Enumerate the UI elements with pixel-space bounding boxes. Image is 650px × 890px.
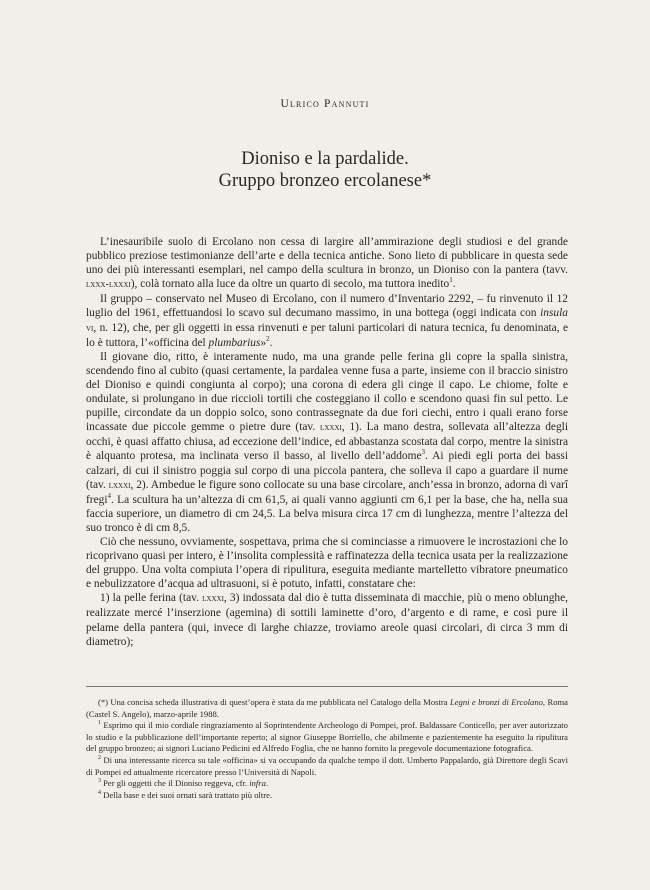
article-body xyxy=(86,235,568,649)
plate-ref: lxxxi xyxy=(108,479,131,491)
author-name: Ulrico Pannuti xyxy=(280,98,370,110)
text-run: » xyxy=(260,336,267,349)
footnote-star xyxy=(86,697,568,720)
title-line-2: Gruppo bronzeo ercolanese* xyxy=(218,171,432,191)
title-line-1: Dioniso e la pardalide. xyxy=(241,149,409,169)
text-run: . La scultura ha un’altezza di cm 61,5, ai quali vanno aggiunti cm 6,1 per la base, che ha, nella sua faccia superiore, un diametro di cm 24,5. La belva misura circa 17 cm di lunghezza, mentre l’altezza del suo tronco è di cm 8,5. xyxy=(86,493,568,534)
roman-numeral: vi xyxy=(86,322,94,334)
text-run: , Roma (Castel S. Angelo), marzo-aprile 1988. xyxy=(86,697,568,719)
footnote-number: 3 xyxy=(98,778,101,785)
footnote-divider xyxy=(86,686,568,687)
footnote-3 xyxy=(86,778,568,790)
footnote-1 xyxy=(86,720,568,755)
text-run: , 1). La mano destra, sollevata all’altezza degli occhi, è quasi affatto chiusa, ad eccezione dell’indice, ed abbastanza scostata dal corpo, mentre la sinistra è alquanto protesa, ma inclinata verso il basso, al livello dell’addome xyxy=(86,421,569,463)
italic-title: Legni e bronzi di Ercolano xyxy=(449,697,543,707)
text-run: Il gruppo – conservato nel Museo di Ercolano, con il numero d’Inventario 2292, – fu rinvenuto il 12 luglio del 1961, effettuandosi lo scavo sul decumano massimo, in una bottega (oggi indicata con xyxy=(86,293,568,320)
footnote-2 xyxy=(86,755,568,778)
text-run: . Ai piedi egli porta dei bassi calzari, di cui il sinistro poggia sul corpo di una piccola pantera, che solleva il capo a guardare il nume (tav. xyxy=(86,450,568,491)
italic-term: infra xyxy=(249,778,266,789)
footnote-ref: 2 xyxy=(266,334,270,343)
text-run: , 2). Ambedue le figure sono collocate su una base circolare, anch’essa in bronzo, adorna di varî fregi xyxy=(86,478,568,506)
text-run: Di una interessante ricerca su tale «officina» si va occupando da qualche tempo il dott. Umberto Pappalardo, già Direttore degli Scavi di Pompei ed attualmente ricercatore presso l’Università di Napoli. xyxy=(86,754,568,777)
footnote-ref: 3 xyxy=(421,448,426,457)
footnote-number: 1 xyxy=(98,720,101,727)
text-run: . xyxy=(265,778,269,789)
footnote-number: 2 xyxy=(98,755,101,762)
text-run: ), colà tornato alla luce da oltre un quarto di secolo, ma tuttora inedito xyxy=(130,278,450,291)
paragraph-4: Ciò che nessuno, ovviamente, sospettava, prima che si cominciasse a rimuovere le incrostazioni che lo ricoprivano quasi per intero, è l’insolita complessità e raffinatezza della tecnica usata per la realizzazione del gruppo. Una volta compiuta l’opera di ripulitura, eseguita mediante martelletto vibratore pneumatico e nebulizzatore d’acqua ad ultrasuoni, si è potuto, infatti, constatare che: xyxy=(86,535,568,591)
paragraph-2 xyxy=(86,292,568,349)
italic-term: insula xyxy=(540,307,568,320)
footnote-ref: 4 xyxy=(107,491,112,500)
text-run: Esprimo qui il mio cordiale ringraziamento al Soprintendente Archeologo di Pompei, prof. Baldassare Conticello, per aver autorizzato lo studio e la pubblicazione dell’importante reperto; al signor Giuseppe Borriello, che abilmente e pazientemente ha eseguito la ripulitura del gruppo bronzeo; ai signori Luciano Pedicini ed Alfredo Foglia, che ne hanno fornito la pregevole documentazione fotografica. xyxy=(86,720,568,754)
footnote-number: 4 xyxy=(98,789,101,796)
text-run: L’inesauribile suolo di Ercolano non cessa di largire all’ammirazione degli studiosi e del grande pubblico preziose testimonianze dell’arte e della tecnica antiche. Sono lieto di pubblicare in questa sede uno dei più interessanti esemplari, nel campo della scultura in bronzo, un Dioniso con la pantera (tavv. xyxy=(86,236,568,277)
text-run: Il giovane dio, ritto, è interamente nudo, ma una grande pelle ferina gli copre la spalla sinistra, scendendo fino al cubito (quasi certamente, la pardalea venne fusa a parte, insieme con il braccio sinistro del Dioniso e quindi congiunta al corpo); una corona di edera gli cinge il capo. Le chiome, folte e ondulate, si prolungano in due riccioli tortili che costeggiano il collo e scendono quasi fin sul petto. Le pupille, circondate da un doppio solco, sono contrassegnate da due fori ciechi, entro i quali erano forse incassate due piccole gemme o pietre dure (tav. xyxy=(86,350,568,434)
plate-ref: lxxx-lxxxi xyxy=(86,279,131,291)
text-run: Della base e dei suoi ornati sarà trattato più oltre. xyxy=(103,789,273,800)
text-run: , 3) indossata dal dio è tutta disseminata di macchie, più o meno oblunghe, realizzate mercé l’inserzione (agemina) di sottili laminette d’oro, d’argento e di rame, e così pure il pelame della pantera (qui, invece di larghe chiazze, troviamo areole quasi circolari, di circa 3 mm di diametro); xyxy=(86,592,568,648)
text-run: 1) la pelle ferina (tav. xyxy=(100,592,203,605)
footnote-ref: 1 xyxy=(449,276,453,285)
plate-ref: lxxxi xyxy=(320,422,342,434)
text-run: (*) Una concisa scheda illustrativa di quest’opera è stata da me pubblicata nel Catalogo della Mostra xyxy=(98,697,450,707)
italic-term: plumbarius xyxy=(208,336,261,349)
paragraph-1 xyxy=(86,235,568,292)
footnote-4 xyxy=(86,790,568,802)
plate-ref: lxxxi xyxy=(202,593,224,605)
text-run: . xyxy=(452,278,456,291)
text-run: . xyxy=(269,336,273,349)
footnotes xyxy=(86,697,568,801)
text-run: Per gli oggetti che il Dioniso reggeva, cfr. xyxy=(103,778,250,789)
paragraph-3 xyxy=(86,350,568,535)
paragraph-5 xyxy=(86,591,568,648)
text-run: , n. 12), che, per gli oggetti in essa rinvenuti e per taluni particolari di natura tecnica, fu denominata, e lo è tuttora, l’«officina del xyxy=(86,321,568,349)
article-title xyxy=(0,148,650,192)
